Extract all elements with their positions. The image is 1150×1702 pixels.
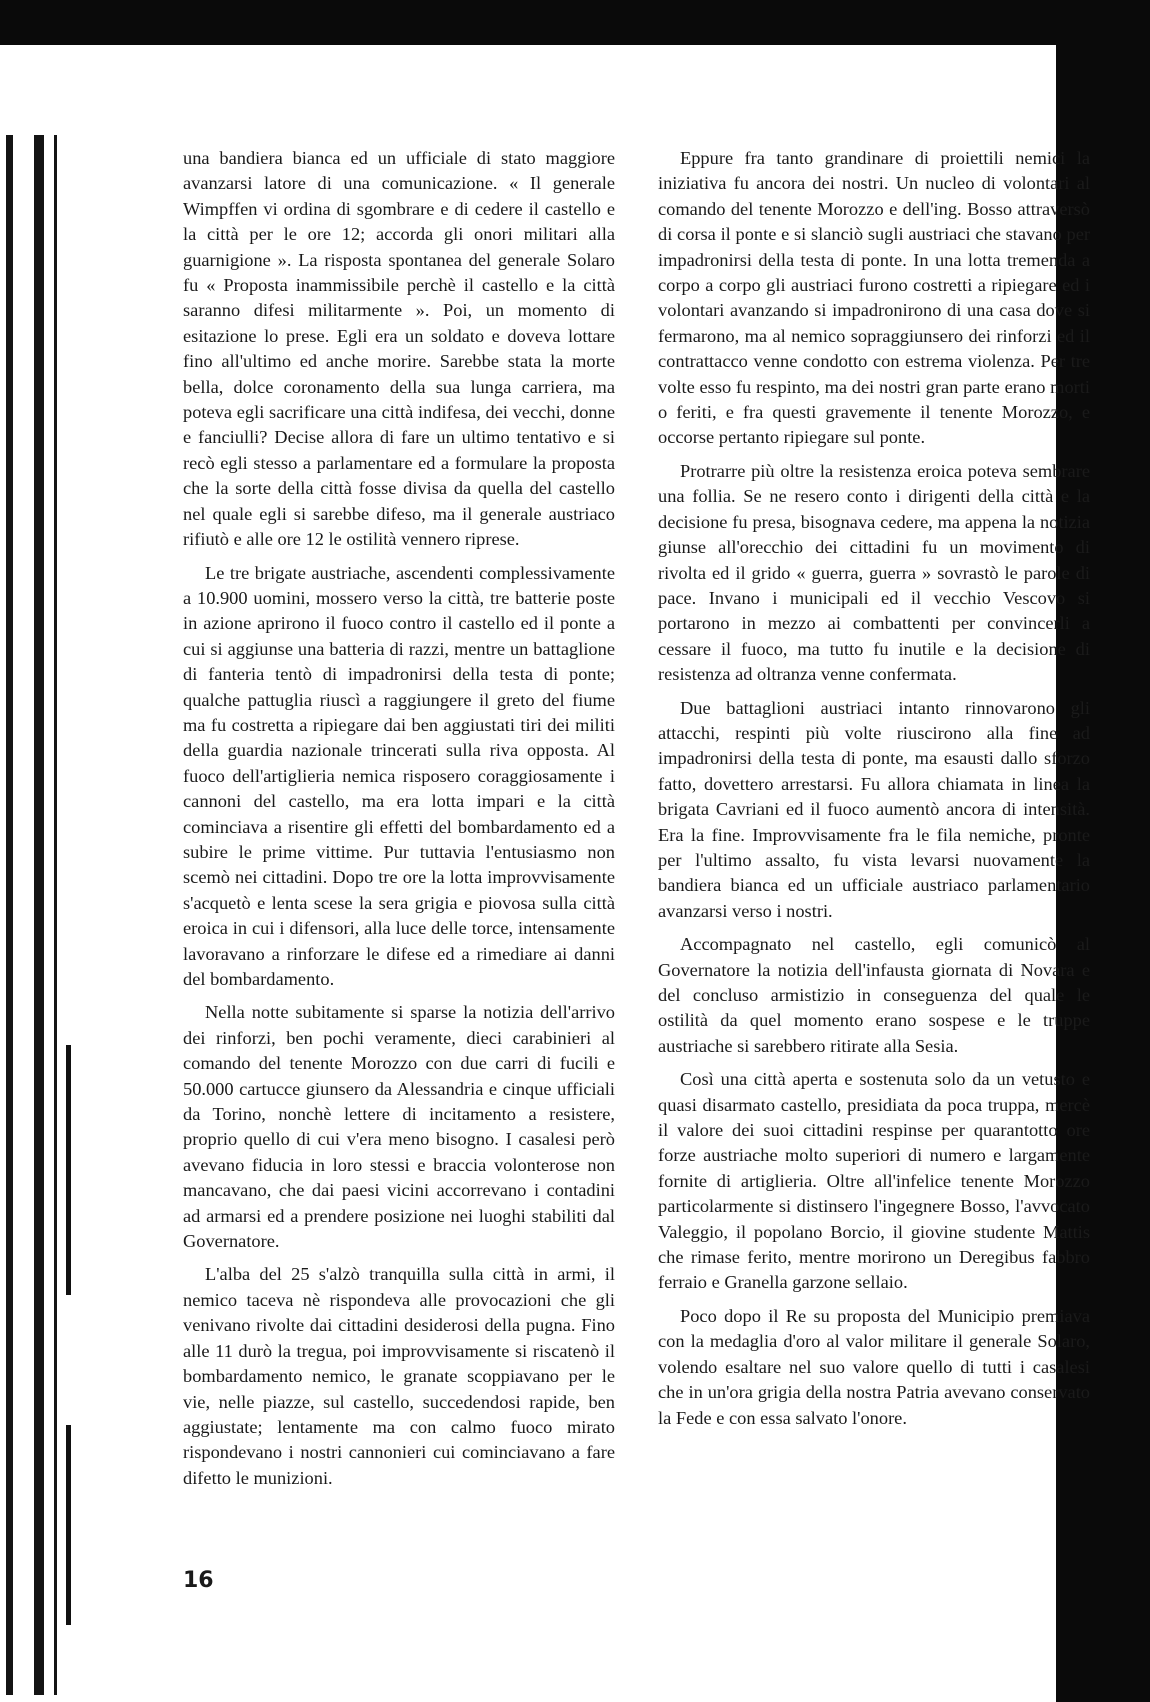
paragraph: Così una città aperta e sostenuta solo da un vetusto e quasi disarmato castello, presidiata da poca truppa, mercè il valore dei suoi cittadini respinse per quarantotto ore forze austriache molto superiori di numero e largamente fornite di artiglieria. Oltre all'infelice tenente Morozzo particolarmente si distinsero l'ingegnere Bosso, l'avvocato Valeggio, il popolano Borcio, il giovine studente Mattis che rimase ferito, mentre morirono un Deregibus fabbro ferraio e Granella garzone sellaio. — [658, 1069, 1090, 1293]
paragraph: una bandiera bianca ed un ufficiale di stato maggiore avanzarsi latore di una comunicazione. « Il generale Wimpffen vi ordina di sgombrare e di cedere il castello e la città per le ore 12; accorda gli onori militari alla guarnigione ». La risposta spontanea del generale Solaro fu « Proposta inammissibile perchè il castello e la città saranno difesi militarmente ». Poi, un momento di esitazione lo prese. Egli era un soldato e doveva lottare fino all'ultimo ed anche morire. Sarebbe stata la morte bella, dolce coronamento della sua lunga carriera, ma poteva egli sacrificare una città indifesa, dei vecchi, donne e fanciulli? Decise allora di fare un ultimo tentativo e si recò egli stesso a parlamentare ed a formulare la proposta che la sorte della città fosse divisa da quella del castello nel quale egli si sarebbe difeso, ma il generale austriaco rifiutò e alle ore 12 le ostilità vennero riprese. — [183, 148, 615, 550]
page-number: 16 — [183, 1568, 214, 1593]
paragraph: Eppure fra tanto grandinare di proiettili nemici la iniziativa fu ancora dei nostri. Un nucleo di volontari al comando del tenente Morozzo e dell'ing. Bosso attraversò di corsa il ponte e si slanciò sugli austriaci che stavano per impadronirsi della testa di ponte. In una lotta tremenda a corpo a corpo gli austriaci furono costretti a ripiegare ed i volontari avanzando si impadronirono di una casa dove si fermarono, ma al nemico sopraggiunsero dei rinforzi ed il contrattacco venne condotto con estrema violenza. Per tre volte esso fu respinto, ma dei nostri gran parte erano morti o feriti, e fra questi gravemente il tenente Morozzo, e occorse pertanto ripiegare sul ponte. — [658, 148, 1090, 448]
spine-mark — [66, 1045, 71, 1295]
paragraph: L'alba del 25 s'alzò tranquilla sulla città in armi, il nemico taceva nè rispondeva alle provocazioni che gli venivano rivolte dai cittadini desiderosi della pugna. Fino alle 11 durò la tregua, poi improvvisamente si riscatenò il bombardamento nemico, le granate scoppiavano per le vie, nelle piazze, sul castello, succedendosi rapide, ben aggiustate; lentamente ma con calmo fuoco mirato rispondevano i nostri cannonieri cui cominciavano a fare difetto le munizioni. — [183, 1264, 615, 1488]
paragraph: Nella notte subitamente si sparse la notizia dell'arrivo dei rinforzi, ben pochi veramente, dieci carabinieri al comando del tenente Morozzo con due carri di fucili e 50.000 cartucce giunsero da Alessandria e cinque ufficiali da Torino, nonchè lettere di incitamento a resistere, proprio quello di cui v'era meno bisogno. I casalesi però avevano fiducia in loro stessi e braccia volonterose non mancavano, che dai paesi vicini accorrevano i contadini ad armarsi ed a prendere posizione nei luoghi stabiliti dal Governatore. — [183, 1002, 615, 1252]
paragraph: Poco dopo il Re su proposta del Municipio premiava con la medaglia d'oro al valor militare il generale Solaro, volendo esaltare nel suo valore quello di tutti i casalesi che in un'ora grigia della nostra Patria avevano conservato la Fede e con essa salvato l'onore. — [658, 1305, 1090, 1428]
scan-top-border — [0, 0, 1150, 45]
spine-mark — [66, 1425, 71, 1625]
spine-stripe — [54, 135, 57, 1695]
spine-stripe — [6, 135, 13, 1695]
right-text-column — [658, 146, 1090, 1439]
paragraph: Due battaglioni austriaci intanto rinnovarono gli attacchi, respinti più volte riuscirono alla fine ad impadronirsi della testa di ponte, ma esausti dallo sforzo fatto, dovettero arrestarsi. Fu allora chiamata in linea la brigata Cavriani ed il fuoco aumentò ancora di intensità. Era la fine. Improvvisamente fra le fila nemiche, pronte per l'ultimo assalto, fu vista levarsi nuovamente la bandiera bianca ed un ufficiale austriaco parlamentario avanzarsi verso i nostri. — [658, 697, 1090, 921]
paragraph: Accompagnato nel castello, egli comunicò al Governatore la notizia dell'infausta giornata di Novara e del concluso armistizio in conseguenza del quale le ostilità da quel momento erano sospese e le truppe austriache si sarebbero ritirate alla Sesia. — [658, 934, 1090, 1056]
paragraph: Le tre brigate austriache, ascendenti complessivamente a 10.900 uomini, mossero verso la città, tre batterie poste in azione aprirono il fuoco contro il castello ed il ponte a cui si aggiunse una batteria di razzi, mentre un battaglione di fanteria tentò di impadronirsi della testa di ponte; qualche pattuglia riuscì a raggiungere il greto del fiume ma fu costretta a ripiegare dai ben aggiustati tiri dei militi della guardia nazionale trincerati sulla riva opposta. Al fuoco dell'artiglieria nemica risposero coraggiosamente i cannoni del castello, ma era lotta impari e la città cominciava a risentire gli effetti del bombardamento ed a subire le prime vittime. Pur tuttavia l'entusiasmo non scemò nei cittadini. Dopo tre ore la lotta improvvisamente s'acquetò e lenta scese la sera grigia e piovosa sulla città eroica in cui i difensori, alla luce delle torce, intensamente lavoravano a rinforzare le difese ed a rimediare ai danni del bombardamento. — [183, 562, 615, 989]
left-text-column — [183, 146, 615, 1499]
spine-stripe — [34, 135, 44, 1695]
paragraph: Protrarre più oltre la resistenza eroica poteva sembrare una follia. Se ne resero conto i dirigenti della città e la decisione fu presa, bisognava cedere, ma appena la notizia giunse all'orecchio dei cittadini fu un movimento di rivolta ed il grido « guerra, guerra » sovrastò le parole di pace. Invano i municipali ed il vecchio Vescovo si portarono in mezzo ai combattenti per convincerli a cessare il fuoco, ma tutto fu inutile e la decisione di resistenza ad oltranza venne confermata. — [658, 460, 1090, 685]
book-spine-edge — [0, 45, 118, 1702]
